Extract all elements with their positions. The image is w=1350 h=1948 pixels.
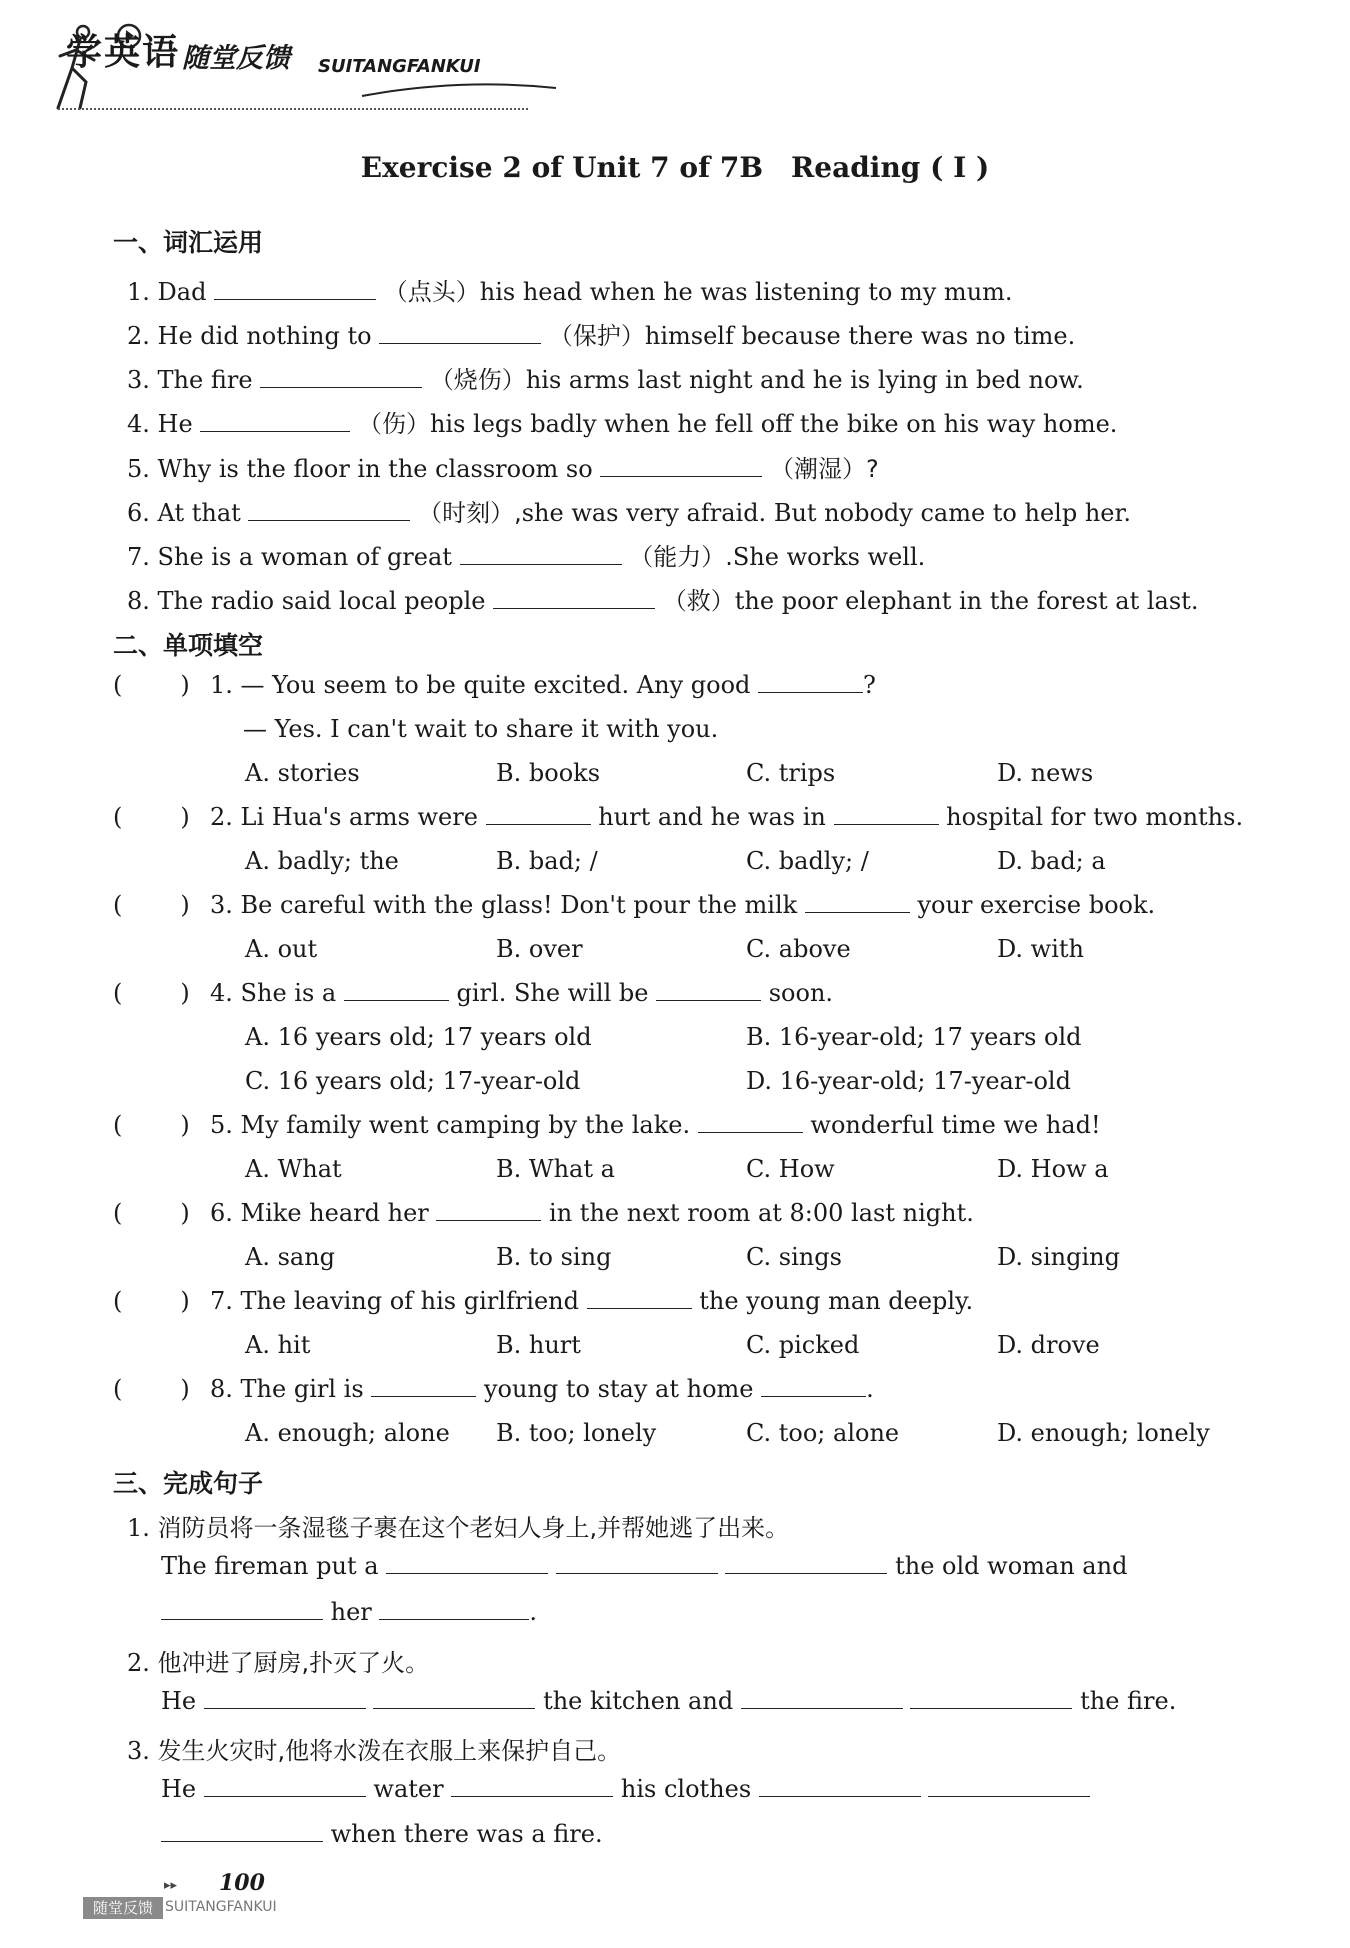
answer-blank[interactable] [759, 1776, 921, 1797]
option[interactable]: C. picked [746, 1331, 860, 1359]
option[interactable]: A. out [245, 935, 318, 963]
vocab-item-7: 7. She is a woman of great （能力）.She works well. [127, 543, 926, 571]
vocab-item-6: 6. At that （时刻）,she was very afraid. But nobody came to help her. [127, 499, 1131, 527]
answer-blank[interactable] [758, 672, 863, 693]
answer-paren[interactable]: ( ) [113, 1375, 190, 1403]
option[interactable]: C. above [746, 935, 851, 963]
option[interactable]: C. trips [746, 759, 836, 787]
answer-blank[interactable] [928, 1776, 1090, 1797]
answer-blank[interactable] [386, 1553, 548, 1574]
answer-paren[interactable]: ( ) [113, 1287, 190, 1315]
sentence-2-chinese: 2. 他冲进了厨房,扑灭了火。 [127, 1649, 430, 1677]
option[interactable]: A. 16 years old; 17 years old [245, 1023, 592, 1051]
answer-paren[interactable]: ( ) [113, 671, 190, 699]
answer-blank[interactable] [379, 1599, 529, 1620]
footer-badge: 随堂反馈 [83, 1897, 163, 1919]
answer-blank[interactable] [204, 1776, 366, 1797]
page-title: Exercise 2 of Unit 7 of 7B Reading ( Ⅰ ) [360, 151, 990, 184]
sentence-3-english-cont: when there was a fire. [161, 1820, 603, 1848]
answer-blank[interactable] [493, 588, 655, 609]
answer-blank[interactable] [805, 892, 910, 913]
answer-blank[interactable] [248, 500, 410, 521]
answer-blank[interactable] [344, 980, 449, 1001]
option[interactable]: C. How [746, 1155, 835, 1183]
sentence-1-english-cont: her . [161, 1598, 537, 1626]
vocab-item-2: 2. He did nothing to （保护）himself because there was no time. [127, 322, 1076, 350]
sentence-1-chinese: 1. 消防员将一条湿毯子裹在这个老妇人身上,并帮她逃了出来。 [127, 1514, 790, 1542]
answer-blank[interactable] [556, 1553, 718, 1574]
mc-question-8: 8. The girl is young to stay at home . [210, 1375, 874, 1403]
vocab-item-1: 1. Dad （点头）his head when he was listening to my mum. [127, 278, 1013, 306]
option[interactable]: A. stories [245, 759, 360, 787]
answer-paren[interactable]: ( ) [113, 891, 190, 919]
brand-title: 学英语 [66, 32, 181, 73]
answer-blank[interactable] [451, 1776, 613, 1797]
answer-blank[interactable] [214, 279, 376, 300]
option[interactable]: D. singing [997, 1243, 1120, 1271]
answer-blank[interactable] [486, 804, 591, 825]
answer-blank[interactable] [761, 1376, 866, 1397]
answer-blank[interactable] [460, 544, 622, 565]
brand-subtitle: 随堂反馈 [182, 43, 290, 74]
sentence-1-english: The fireman put a the old woman and [161, 1552, 1128, 1580]
option[interactable]: B. bad; / [496, 847, 598, 875]
mc-question-5: 5. My family went camping by the lake. wonderful time we had! [210, 1111, 1101, 1139]
mc-question-3: 3. Be careful with the glass! Don't pour the milk your exercise book. [210, 891, 1156, 919]
answer-blank[interactable] [587, 1288, 692, 1309]
option[interactable]: B. over [496, 935, 583, 963]
option[interactable]: D. news [997, 759, 1094, 787]
answer-blank[interactable] [379, 323, 541, 344]
option[interactable]: A. enough; alone [245, 1419, 450, 1447]
answer-blank[interactable] [698, 1112, 803, 1133]
answer-blank[interactable] [910, 1688, 1072, 1709]
option[interactable]: C. badly; / [746, 847, 869, 875]
answer-blank[interactable] [725, 1553, 887, 1574]
header-divider [58, 108, 528, 110]
answer-paren[interactable]: ( ) [113, 979, 190, 1007]
vocab-item-8: 8. The radio said local people （救）the poor elephant in the forest at last. [127, 587, 1199, 615]
vocab-item-4: 4. He （伤）his legs badly when he fell off the bike on his way home. [127, 410, 1118, 438]
answer-blank[interactable] [200, 411, 350, 432]
sentence-2-english: He the kitchen and the fire. [161, 1687, 1177, 1715]
answer-blank[interactable] [436, 1200, 541, 1221]
answer-blank[interactable] [371, 1376, 476, 1397]
sentence-3-english: He water his clothes [161, 1775, 1090, 1803]
option[interactable]: B. books [496, 759, 601, 787]
answer-blank[interactable] [161, 1821, 323, 1842]
mc-question-6: 6. Mike heard her in the next room at 8:00 last night. [210, 1199, 974, 1227]
mc-question-4: 4. She is a girl. She will be soon. [210, 979, 834, 1007]
page-number: 100 [219, 1870, 265, 1896]
option[interactable]: D. enough; lonely [997, 1419, 1210, 1447]
option[interactable]: A. badly; the [245, 847, 399, 875]
brand-swoosh [360, 82, 560, 102]
mc-question-2: 2. Li Hua's arms were hurt and he was in hospital for two months. [210, 803, 1244, 831]
option[interactable]: D. with [997, 935, 1084, 963]
answer-blank[interactable] [741, 1688, 903, 1709]
footer-brand: SUITANGFANKUI [165, 1899, 277, 1915]
option[interactable]: B. 16-year-old; 17 years old [746, 1023, 1082, 1051]
mc-question-7: 7. The leaving of his girlfriend the young man deeply. [210, 1287, 974, 1315]
answer-blank[interactable] [161, 1599, 323, 1620]
mc-question-1-reply: — Yes. I can't wait to share it with you. [243, 715, 719, 743]
answer-blank[interactable] [260, 367, 422, 388]
brand-english: SUITANGFANKUI [318, 56, 481, 77]
section3-heading: 三、完成句子 [113, 1469, 264, 1498]
option[interactable]: B. to sing [496, 1243, 612, 1271]
answer-paren[interactable]: ( ) [113, 1199, 190, 1227]
option[interactable]: A. What [245, 1155, 342, 1183]
option[interactable]: D. bad; a [997, 847, 1106, 875]
mc-question-1: 1. — You seem to be quite excited. Any good ? [210, 671, 876, 699]
option[interactable]: C. sings [746, 1243, 842, 1271]
option[interactable]: B. What a [496, 1155, 615, 1183]
option[interactable]: B. hurt [496, 1331, 581, 1359]
option[interactable]: A. sang [245, 1243, 336, 1271]
arrow-icon: ▸▸ [164, 1878, 178, 1893]
answer-blank[interactable] [834, 804, 939, 825]
section1-heading: 一、词汇运用 [113, 228, 264, 257]
sentence-3-chinese: 3. 发生火灾时,他将水泼在衣服上来保护自己。 [127, 1737, 622, 1765]
answer-blank[interactable] [204, 1688, 366, 1709]
section2-heading: 二、单项填空 [113, 631, 264, 660]
answer-paren[interactable]: ( ) [113, 803, 190, 831]
answer-paren[interactable]: ( ) [113, 1111, 190, 1139]
option[interactable]: C. 16 years old; 17-year-old [245, 1067, 581, 1095]
option[interactable]: D. How a [997, 1155, 1109, 1183]
option[interactable]: C. too; alone [746, 1419, 900, 1447]
answer-blank[interactable] [600, 456, 762, 477]
option[interactable]: B. too; lonely [496, 1419, 657, 1447]
answer-blank[interactable] [656, 980, 761, 1001]
option[interactable]: A. hit [245, 1331, 311, 1359]
vocab-item-3: 3. The fire （烧伤）his arms last night and he is lying in bed now. [127, 366, 1084, 394]
option[interactable]: D. 16-year-old; 17-year-old [746, 1067, 1071, 1095]
answer-blank[interactable] [373, 1688, 535, 1709]
vocab-item-5: 5. Why is the floor in the classroom so （潮湿）? [127, 455, 879, 483]
option[interactable]: D. drove [997, 1331, 1100, 1359]
